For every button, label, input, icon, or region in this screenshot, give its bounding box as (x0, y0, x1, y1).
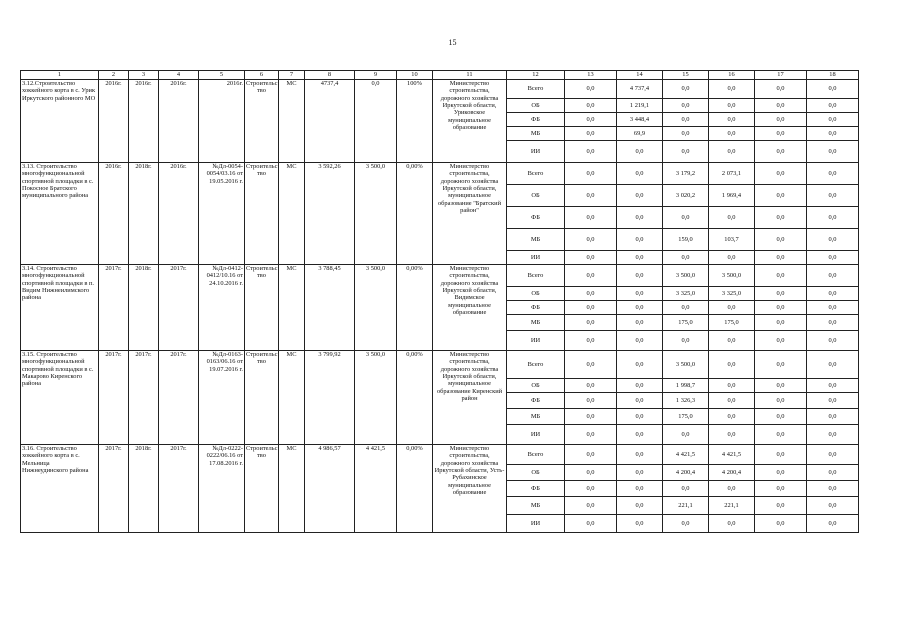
limit-value: 3 500,0 (355, 265, 397, 351)
work-type: Строительс тво (245, 163, 279, 265)
amount-cell: 0,0 (807, 445, 859, 465)
amount-cell: 0,0 (565, 265, 617, 287)
funding-source: МБ (507, 229, 565, 251)
limit-value: 0,0 (355, 80, 397, 163)
estimated-cost: 3 799,92 (305, 351, 355, 445)
amount-cell: 0,0 (755, 393, 807, 409)
start-year: 2016г. (99, 163, 129, 265)
column-header: 16 (709, 71, 755, 80)
project-name: 3.14. Строительство многофункциональной спортивной площадки в п. Видим Нижнеилимского района (21, 265, 99, 351)
amount-cell: 0,0 (565, 229, 617, 251)
column-header: 15 (663, 71, 709, 80)
amount-cell: 0,0 (663, 251, 709, 265)
amount-cell: 4 421,5 (709, 445, 755, 465)
amount-cell: 0,0 (807, 99, 859, 113)
amount-cell: 0,0 (807, 481, 859, 497)
amount-cell: 0,0 (755, 445, 807, 465)
amount-cell: 0,0 (565, 99, 617, 113)
amount-cell: 175,0 (663, 409, 709, 425)
amount-cell: 0,0 (663, 515, 709, 533)
amount-cell: 3 500,0 (663, 265, 709, 287)
column-header: 12 (507, 71, 565, 80)
responsible: Министерство строительства, дорожного хозяйства Иркутской области, муниципальное образование Киренский район (433, 351, 507, 445)
readiness: 100% (397, 80, 433, 163)
limit-value: 4 421,5 (355, 445, 397, 533)
amount-cell: 3 325,0 (663, 287, 709, 301)
amount-cell: 0,0 (755, 497, 807, 515)
amount-cell: 0,0 (807, 113, 859, 127)
estimated-cost: 4737,4 (305, 80, 355, 163)
amount-cell: 0,0 (617, 301, 663, 315)
column-header: 5 (199, 71, 245, 80)
amount-cell: 4 200,4 (663, 465, 709, 481)
amount-cell: 0,0 (663, 481, 709, 497)
amount-cell: 0,0 (807, 80, 859, 99)
amount-cell: 0,0 (663, 99, 709, 113)
document-ref: №Дл-0412-0412/10.16 от 24.10.2016 г. (199, 265, 245, 351)
amount-cell: 0,0 (755, 163, 807, 185)
amount-cell: 0,0 (755, 301, 807, 315)
amount-cell: 0,0 (709, 409, 755, 425)
amount-cell: 0,0 (807, 229, 859, 251)
amount-cell: 0,0 (807, 379, 859, 393)
amount-cell: 0,0 (565, 287, 617, 301)
amount-cell: 0,0 (617, 465, 663, 481)
amount-cell: 0,0 (663, 127, 709, 141)
project-name: 3.13. Строительство многофункциональной спортивной площадки в с. Покосное Братского муниципального района (21, 163, 99, 265)
limit-value: 3 500,0 (355, 163, 397, 265)
amount-cell: 0,0 (617, 265, 663, 287)
funding-source: ФБ (507, 113, 565, 127)
amount-cell: 0,0 (755, 465, 807, 481)
column-header: 13 (565, 71, 617, 80)
document-ref: №Дл-0054-0054/03.16 от 19.05.2016 г. (199, 163, 245, 265)
funding-source: ФБ (507, 393, 565, 409)
amount-cell: 0,0 (565, 351, 617, 379)
year: 2016г. (159, 163, 199, 265)
work-type: Строительс тво (245, 445, 279, 533)
amount-cell: 0,0 (565, 497, 617, 515)
amount-cell: 0,0 (617, 331, 663, 351)
amount-cell: 0,0 (617, 379, 663, 393)
amount-cell: 0,0 (663, 331, 709, 351)
amount-cell: 4 200,4 (709, 465, 755, 481)
amount-cell: 0,0 (709, 515, 755, 533)
estimated-cost: 3 592,26 (305, 163, 355, 265)
capacity-type: МС (279, 80, 305, 163)
amount-cell: 0,0 (709, 207, 755, 229)
work-type: Строительс тво (245, 351, 279, 445)
amount-cell: 0,0 (709, 141, 755, 163)
amount-cell: 0,0 (807, 351, 859, 379)
amount-cell: 0,0 (565, 515, 617, 533)
amount-cell: 0,0 (755, 113, 807, 127)
amount-cell: 0,0 (755, 409, 807, 425)
amount-cell: 0,0 (709, 251, 755, 265)
amount-cell: 0,0 (755, 207, 807, 229)
readiness: 0,00% (397, 445, 433, 533)
amount-cell: 0,0 (565, 301, 617, 315)
amount-cell: 1 219,1 (617, 99, 663, 113)
amount-cell: 0,0 (617, 497, 663, 515)
start-year: 2017г. (99, 351, 129, 445)
start-year: 2016г. (99, 80, 129, 163)
column-header: 10 (397, 71, 433, 80)
document-ref: №Дл-0222-0222/06.16 от 17.08.2016 г. (199, 445, 245, 533)
column-header: 9 (355, 71, 397, 80)
end-year: 2018г. (129, 163, 159, 265)
table-row (21, 265, 859, 287)
amount-cell: 0,0 (565, 113, 617, 127)
amount-cell: 0,0 (617, 481, 663, 497)
amount-cell: 0,0 (755, 379, 807, 393)
amount-cell: 0,0 (755, 331, 807, 351)
amount-cell: 0,0 (807, 265, 859, 287)
column-header: 18 (807, 71, 859, 80)
amount-cell: 0,0 (709, 127, 755, 141)
amount-cell: 0,0 (565, 393, 617, 409)
end-year: 2016г. (129, 80, 159, 163)
amount-cell: 0,0 (807, 301, 859, 315)
amount-cell: 0,0 (807, 185, 859, 207)
amount-cell: 0,0 (663, 141, 709, 163)
amount-cell: 0,0 (565, 127, 617, 141)
amount-cell: 3 179,2 (663, 163, 709, 185)
responsible: Министерство строительства, дорожного хозяйства Иркутской области, Видимское муниципальное образование (433, 265, 507, 351)
start-year: 2017г. (99, 265, 129, 351)
funding-source: ОБ (507, 287, 565, 301)
responsible: Министерство строительства, дорожного хозяйства Иркутской области, Усть-Рубахинское муниципальное образование (433, 445, 507, 533)
amount-cell: 4 737,4 (617, 80, 663, 99)
funding-source: ИИ (507, 515, 565, 533)
table-row (21, 163, 859, 185)
amount-cell: 3 325,0 (709, 287, 755, 301)
amount-cell: 0,0 (709, 379, 755, 393)
amount-cell: 0,0 (565, 207, 617, 229)
amount-cell: 2 073,1 (709, 163, 755, 185)
column-header: 2 (99, 71, 129, 80)
amount-cell: 0,0 (807, 393, 859, 409)
funding-source: ФБ (507, 481, 565, 497)
amount-cell: 103,7 (709, 229, 755, 251)
readiness: 0,00% (397, 163, 433, 265)
amount-cell: 0,0 (565, 315, 617, 331)
amount-cell: 0,0 (617, 393, 663, 409)
amount-cell: 0,0 (565, 409, 617, 425)
year: 2017г. (159, 265, 199, 351)
amount-cell: 175,0 (663, 315, 709, 331)
amount-cell: 0,0 (755, 141, 807, 163)
amount-cell: 0,0 (565, 445, 617, 465)
amount-cell: 0,0 (807, 331, 859, 351)
document-ref: №Дл-0163-0163/06.16 от 19.07.2016 г. (199, 351, 245, 445)
amount-cell: 175,0 (709, 315, 755, 331)
amount-cell: 0,0 (565, 251, 617, 265)
estimated-cost: 3 788,45 (305, 265, 355, 351)
amount-cell: 0,0 (755, 351, 807, 379)
funding-source: МБ (507, 315, 565, 331)
funding-source: ИИ (507, 331, 565, 351)
amount-cell: 69,9 (617, 127, 663, 141)
amount-cell: 3 020,2 (663, 185, 709, 207)
amount-cell: 0,0 (617, 425, 663, 445)
amount-cell: 0,0 (617, 409, 663, 425)
amount-cell: 0,0 (565, 185, 617, 207)
amount-cell: 3 500,0 (663, 351, 709, 379)
amount-cell: 0,0 (663, 207, 709, 229)
funding-source: ОБ (507, 99, 565, 113)
amount-cell: 0,0 (807, 251, 859, 265)
project-name: 3.15. Строительство многофункциональной спортивной площадки в с. Макарово Киренского района (21, 351, 99, 445)
amount-cell: 0,0 (807, 515, 859, 533)
start-year: 2017г. (99, 445, 129, 533)
amount-cell: 0,0 (709, 331, 755, 351)
amount-cell: 221,1 (709, 497, 755, 515)
amount-cell: 0,0 (663, 301, 709, 315)
capacity-type: МС (279, 163, 305, 265)
funding-source: Всего (507, 163, 565, 185)
amount-cell: 0,0 (807, 207, 859, 229)
amount-cell: 0,0 (755, 229, 807, 251)
amount-cell: 0,0 (617, 315, 663, 331)
amount-cell: 0,0 (617, 185, 663, 207)
funding-source: ИИ (507, 141, 565, 163)
program-table (20, 70, 859, 533)
funding-source: Всего (507, 351, 565, 379)
funding-source: ОБ (507, 185, 565, 207)
limit-value: 3 500,0 (355, 351, 397, 445)
column-header: 17 (755, 71, 807, 80)
amount-cell: 159,0 (663, 229, 709, 251)
amount-cell: 221,1 (663, 497, 709, 515)
amount-cell: 0,0 (565, 80, 617, 99)
amount-cell: 1 998,7 (663, 379, 709, 393)
funding-source: МБ (507, 409, 565, 425)
project-name: 3.12.Строительство хоккейного корта в с. Урик Иркутского районного МО (21, 80, 99, 163)
amount-cell: 0,0 (709, 481, 755, 497)
column-header: 11 (433, 71, 507, 80)
amount-cell: 0,0 (755, 425, 807, 445)
amount-cell: 0,0 (709, 393, 755, 409)
amount-cell: 0,0 (755, 127, 807, 141)
amount-cell: 0,0 (617, 229, 663, 251)
amount-cell: 0,0 (807, 465, 859, 481)
table-row (21, 351, 859, 379)
end-year: 2017г. (129, 351, 159, 445)
amount-cell: 0,0 (617, 251, 663, 265)
table-row (21, 445, 859, 465)
end-year: 2018г. (129, 445, 159, 533)
amount-cell: 1 969,4 (709, 185, 755, 207)
amount-cell: 0,0 (807, 163, 859, 185)
amount-cell: 0,0 (807, 425, 859, 445)
responsible: Министерство строительства, дорожного хозяйства Иркутской области, Уриковское муниципальное образование (433, 80, 507, 163)
table-body (21, 80, 859, 533)
amount-cell: 0,0 (755, 315, 807, 331)
amount-cell: 0,0 (617, 445, 663, 465)
amount-cell: 0,0 (755, 287, 807, 301)
amount-cell: 0,0 (565, 425, 617, 445)
amount-cell: 0,0 (709, 113, 755, 127)
amount-cell: 0,0 (807, 141, 859, 163)
amount-cell: 0,0 (565, 163, 617, 185)
amount-cell: 0,0 (755, 515, 807, 533)
amount-cell: 0,0 (755, 185, 807, 207)
amount-cell: 0,0 (755, 265, 807, 287)
funding-source: ФБ (507, 207, 565, 229)
funding-source: ФБ (507, 301, 565, 315)
header-row (21, 71, 859, 80)
column-header: 8 (305, 71, 355, 80)
funding-source: МБ (507, 497, 565, 515)
funding-source: Всего (507, 265, 565, 287)
funding-source: Всего (507, 445, 565, 465)
amount-cell: 0,0 (755, 481, 807, 497)
project-name: 3.16. Строительство хоккейного корта в с. Мельница Нижнеудинского района (21, 445, 99, 533)
page-number: 15 (448, 38, 457, 47)
amount-cell: 0,0 (663, 80, 709, 99)
funding-source: ОБ (507, 465, 565, 481)
year: 2016г. (159, 80, 199, 163)
column-header: 7 (279, 71, 305, 80)
amount-cell: 0,0 (807, 287, 859, 301)
amount-cell: 0,0 (565, 379, 617, 393)
funding-source: Всего (507, 80, 565, 99)
year: 2017г. (159, 445, 199, 533)
column-header: 14 (617, 71, 663, 80)
end-year: 2018г. (129, 265, 159, 351)
funding-source: ИИ (507, 251, 565, 265)
amount-cell: 0,0 (755, 99, 807, 113)
table-row (21, 80, 859, 99)
amount-cell: 0,0 (617, 163, 663, 185)
column-header: 1 (21, 71, 99, 80)
readiness: 0,00% (397, 265, 433, 351)
funding-source: ОБ (507, 379, 565, 393)
funding-source: МБ (507, 127, 565, 141)
document-ref: 2016г. (199, 80, 245, 163)
amount-cell: 0,0 (807, 127, 859, 141)
amount-cell: 0,0 (565, 465, 617, 481)
amount-cell: 0,0 (755, 80, 807, 99)
responsible: Министерство строительства, дорожного хозяйства Иркутской области, муниципальное образование "Братский район" (433, 163, 507, 265)
amount-cell: 1 326,3 (663, 393, 709, 409)
column-header: 3 (129, 71, 159, 80)
column-header: 6 (245, 71, 279, 80)
amount-cell: 4 421,5 (663, 445, 709, 465)
amount-cell: 0,0 (807, 497, 859, 515)
capacity-type: МС (279, 351, 305, 445)
amount-cell: 0,0 (709, 425, 755, 445)
amount-cell: 0,0 (565, 331, 617, 351)
amount-cell: 0,0 (709, 80, 755, 99)
amount-cell: 0,0 (617, 207, 663, 229)
amount-cell: 0,0 (565, 481, 617, 497)
estimated-cost: 4 986,57 (305, 445, 355, 533)
amount-cell: 0,0 (617, 515, 663, 533)
amount-cell: 0,0 (807, 409, 859, 425)
work-type: Строительс тво (245, 265, 279, 351)
amount-cell: 0,0 (807, 315, 859, 331)
readiness: 0,00% (397, 351, 433, 445)
amount-cell: 3 500,0 (709, 265, 755, 287)
amount-cell: 0,0 (709, 301, 755, 315)
amount-cell: 0,0 (617, 141, 663, 163)
capacity-type: МС (279, 445, 305, 533)
amount-cell: 0,0 (617, 287, 663, 301)
amount-cell: 0,0 (565, 141, 617, 163)
amount-cell: 0,0 (709, 351, 755, 379)
amount-cell: 0,0 (709, 99, 755, 113)
work-type: Строительс тво (245, 80, 279, 163)
column-header: 4 (159, 71, 199, 80)
capacity-type: МС (279, 265, 305, 351)
amount-cell: 3 448,4 (617, 113, 663, 127)
amount-cell: 0,0 (617, 351, 663, 379)
funding-source: ИИ (507, 425, 565, 445)
amount-cell: 0,0 (755, 251, 807, 265)
amount-cell: 0,0 (663, 425, 709, 445)
year: 2017г. (159, 351, 199, 445)
amount-cell: 0,0 (663, 113, 709, 127)
